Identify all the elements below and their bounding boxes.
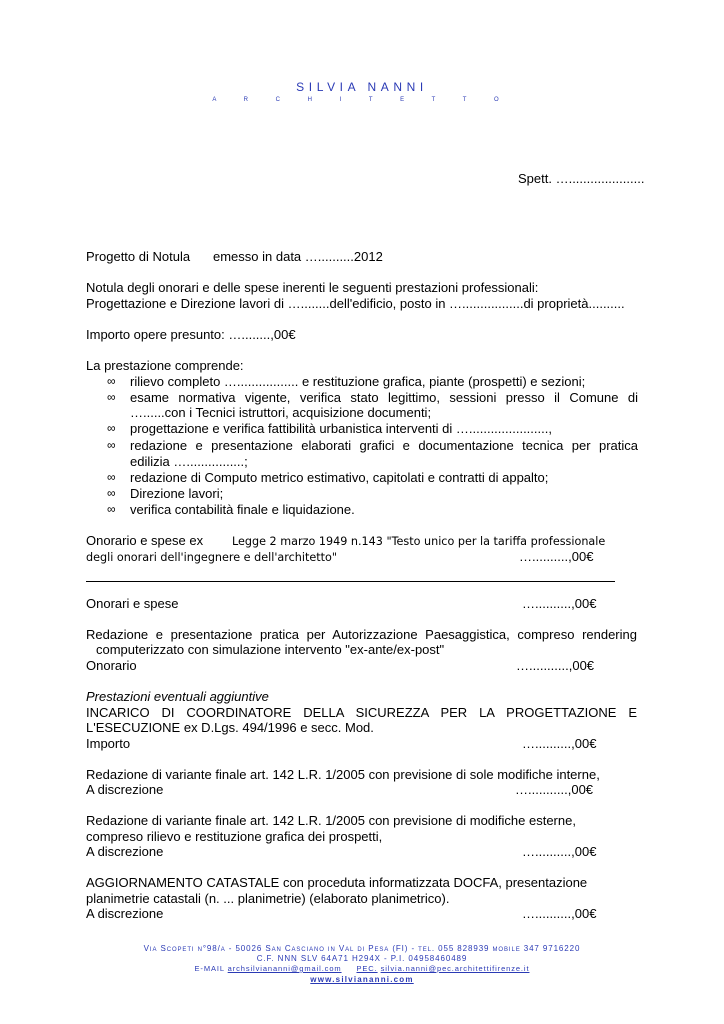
infinity-bullet-icon: ∞ <box>107 421 116 435</box>
infinity-bullet-icon: ∞ <box>107 438 116 452</box>
list-item-text: Direzione lavori; <box>130 486 224 501</box>
website-link[interactable]: www.silviananni.com <box>310 975 414 984</box>
issue-date: emesso in data …..........2012 <box>213 249 383 264</box>
list-item-text: redazione e presentazione elaborati grafici e documentazione tecnica per pratica <box>130 438 638 453</box>
list-item-text-cont: …......con i Tecnici istruttori, acquisizione documenti; <box>130 405 432 420</box>
footer-pec-prefix: PEC. <box>356 964 378 973</box>
onorari-spese-label: Onorari e spese <box>86 596 179 611</box>
infinity-bullet-icon: ∞ <box>107 470 116 484</box>
catastale-amount: …..........,00€ <box>522 906 597 921</box>
pec-link[interactable]: silvia.nanni@pec.architettifirenze.it <box>380 964 530 973</box>
footer-address: Via Scopeti n°98/a - 50026 San Casciano in Val di Pesa (FI) - tel. 055 828939 mobile 347 9716220 <box>143 944 581 953</box>
doc-label: Progetto di Notula <box>86 249 191 264</box>
catastale-line-1: AGGIORNAMENTO CATASTALE con proceduta informatizzata DOCFA, presentazione <box>86 875 588 890</box>
intro-line-1: Notula degli onorari e delle spese inerenti le seguenti prestazioni professionali: <box>86 280 539 295</box>
catastale-line-2: planimetrie catastali (n. ... planimetrie) (elaborato planimetrico). <box>86 891 450 906</box>
list-item-text: progettazione e verifica fattibilità urbanistica interventi di …......................, <box>130 421 552 436</box>
eventuali-amount: …..........,00€ <box>522 736 597 751</box>
list-item-text: verifica contabilità finale e liquidazione. <box>130 502 355 517</box>
importo-presunto: Importo opere presunto: …........,00€ <box>86 327 296 342</box>
list-item-text: esame normativa vigente, verifica stato legittimo, sessioni presso il Comune di <box>130 390 638 405</box>
eventuali-label: Importo <box>86 736 131 751</box>
email-link[interactable]: archsilviananni@gmail.com <box>227 964 342 973</box>
variante-interne-amount: …...........,00€ <box>515 782 594 797</box>
footer-fiscal: C.F. NNN SLV 64A71 H294X - P.I. 04958460489 <box>256 954 468 963</box>
infinity-bullet-icon: ∞ <box>107 486 116 500</box>
variante-esterne-label: A discrezione <box>86 844 164 859</box>
eventuali-line-2: L'ESECUZIONE ex D.Lgs. 494/1996 e secc. Mod. <box>86 720 374 735</box>
variante-interne-label: A discrezione <box>86 782 164 797</box>
eventuali-heading: Prestazioni eventuali aggiuntive <box>86 689 269 704</box>
eventuali-line-1: INCARICO DI COORDINATORE DELLA SICUREZZA PER LA PROGETTAZIONE E <box>86 705 637 720</box>
variante-esterne-line-1: Redazione di variante finale art. 142 L.R. 1/2005 con previsione di modifiche esterne, <box>86 813 576 828</box>
infinity-bullet-icon: ∞ <box>107 390 116 404</box>
infinity-bullet-icon: ∞ <box>107 374 116 388</box>
list-item-text: rilievo completo …................. e restituzione grafica, piante (prospetti) e sezioni; <box>130 374 586 389</box>
paesaggistica-label: Onorario <box>86 658 137 673</box>
list-item-text-cont: edilizia …................; <box>130 454 248 469</box>
paesaggistica-line-1: Redazione e presentazione pratica per Autorizzazione Paesaggistica, compreso rendering <box>86 627 637 642</box>
onorari-spese-amount: …..........,00€ <box>522 596 597 611</box>
paesaggistica-line-2: computerizzato con simulazione intervento "ex-ante/ex-post" <box>96 642 445 657</box>
footer-website-row <box>0 975 724 984</box>
paesaggistica-amount: …...........,00€ <box>516 658 595 673</box>
catastale-label: A discrezione <box>86 906 164 921</box>
onorario-legge-line-2: degli onorari dell'ingegnere e dell'architetto" <box>86 551 337 564</box>
intro-line-2: Progettazione e Direzione lavori di …........dell'edificio, posto in ….................di proprietà.......... <box>86 296 625 311</box>
variante-interne-line-1: Redazione di variante finale art. 142 L.R. 1/2005 con previsione di sole modifiche interne, <box>86 767 600 782</box>
footer-email-prefix: E-MAIL <box>194 964 225 973</box>
list-item-text: redazione di Computo metrico estimativo, capitolati e contratti di appalto; <box>130 470 549 485</box>
infinity-bullet-icon: ∞ <box>107 502 116 516</box>
onorario-legge-amount: …..........,00€ <box>519 549 594 564</box>
letterhead-name: SILVIA NANNI <box>296 80 428 94</box>
letterhead-title: A R C H I T E T T O <box>212 97 512 103</box>
footer-contacts <box>0 964 724 973</box>
separator-line <box>86 581 615 582</box>
onorario-legge-line-1: Legge 2 marzo 1949 n.143 "Testo unico per la tariffa professionale <box>232 535 606 548</box>
variante-esterne-amount: …..........,00€ <box>522 844 597 859</box>
onorario-legge-prefix: Onorario e spese ex <box>86 533 204 548</box>
prestazione-heading: La prestazione comprende: <box>86 358 244 373</box>
variante-esterne-line-2: compreso rilievo e restituzione grafica dei prospetti, <box>86 829 383 844</box>
recipient: Spett. …..................... <box>518 171 645 186</box>
